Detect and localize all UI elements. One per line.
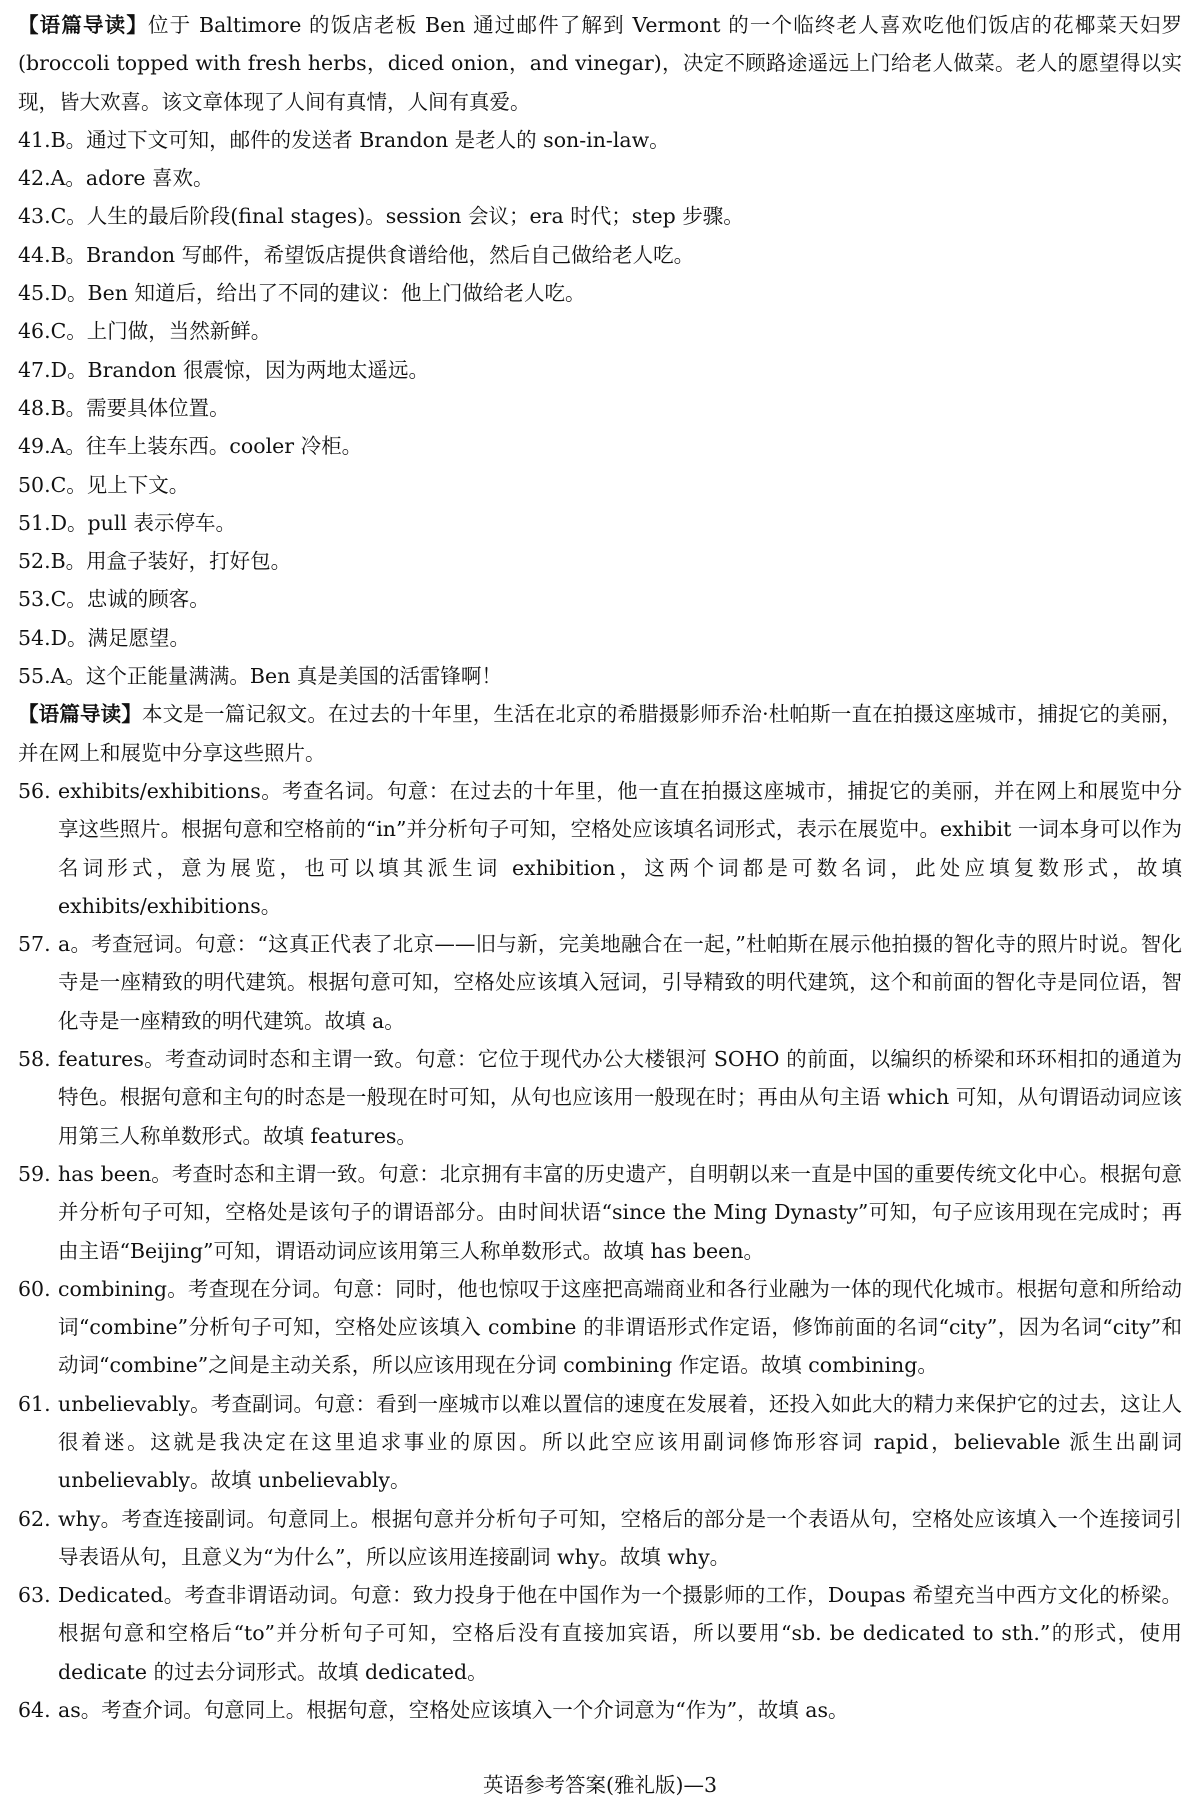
answer-text: B。需要具体位置。	[50, 395, 230, 420]
answer-number: 58.	[18, 1047, 51, 1072]
answer-text: C。忠诚的顾客。	[50, 587, 210, 612]
answer-list-short	[18, 121, 1182, 695]
answer-text: B。通过下文可知，邮件的发送者 Brandon 是老人的 son-in-law。	[50, 127, 670, 152]
answer-item	[18, 1040, 1182, 1155]
passage-intro-1	[18, 6, 1182, 121]
answer-text: D。满足愿望。	[50, 625, 191, 650]
answer-number: 51.	[18, 510, 51, 535]
answer-item	[18, 236, 1182, 274]
answer-text: features。考查动词时态和主谓一致。句意：它位于现代办公大楼银河 SOHO 的前面，以编织的桥梁和环环相扣的通道为特色。根据句意和主句的时态是一般现在时可知，从句也应该用一般现在时；再由从句主语 which 可知，从句谓语动词应该用第三人称单数形式。故填 features。	[58, 1047, 1182, 1148]
answer-item	[18, 312, 1182, 350]
answer-text: why。考查连接副词。句意同上。根据句意并分析句子可知，空格后的部分是一个表语从句，空格处应该填入一个连接词引导表语从句，且意义为“为什么”，所以应该用连接副词 why。故填 why。	[58, 1506, 1182, 1569]
answer-list-long	[18, 772, 1182, 1729]
answer-text: B。Brandon 写邮件，希望饭店提供食谱给他，然后自己做给老人吃。	[50, 242, 695, 267]
answer-number: 44.	[18, 242, 51, 267]
intro-lead-label: 【语篇导读】	[18, 702, 143, 727]
answer-text: C。见上下文。	[50, 472, 190, 497]
answer-text: C。人生的最后阶段(final stages)。session 会议；era 时代；step 步骤。	[50, 204, 744, 229]
answer-number: 60.	[18, 1276, 51, 1301]
answer-text: D。pull 表示停车。	[50, 510, 236, 535]
answer-item	[18, 925, 1182, 1040]
answer-number: 43.	[18, 204, 51, 229]
answer-item	[18, 121, 1182, 159]
answer-text: D。Ben 知道后，给出了不同的建议：他上门做给老人吃。	[50, 281, 586, 306]
answer-number: 41.	[18, 127, 51, 152]
answer-item	[18, 657, 1182, 695]
answer-text: A。这个正能量满满。Ben 真是美国的活雷锋啊！	[50, 664, 502, 689]
intro-text: 本文是一篇记叙文。在过去的十年里，生活在北京的希腊摄影师乔治·杜帕斯一直在拍摄这座城市，捕捉它的美丽，并在网上和展览中分享这些照片。	[18, 702, 1183, 765]
answer-text: has been。考查时态和主谓一致。句意：北京拥有丰富的历史遗产，自明朝以来一直是中国的重要传统文化中心。根据句意并分析句子可知，空格处是该句子的谓语部分。由时间状语“since the Ming Dynasty”可知，句子应该用现在完成时；再由主语“Beijing”可知，谓语动词应该用第三人称单数形式。故填 has been。	[58, 1161, 1182, 1263]
answer-item	[18, 159, 1182, 197]
intro-lead-label: 【语篇导读】	[18, 13, 148, 37]
answer-item	[18, 427, 1182, 465]
intro-text: 位于 Baltimore 的饭店老板 Ben 通过邮件了解到 Vermont 的一个临终老人喜欢吃他们饭店的花椰菜天妇罗(broccoli topped with fresh herbs，diced onion，and vinegar)，决定不顾路途遥远上门给老人做菜。老人的愿望得以实现，皆大欢喜。该文章体现了人间有真情，人间有真爱。	[18, 13, 1183, 114]
answer-number: 63.	[18, 1583, 51, 1608]
answer-text: A。往车上装东西。cooler 冷柜。	[50, 434, 363, 459]
answer-number: 56.	[18, 778, 51, 803]
answer-text: Dedicated。考查非谓语动词。句意：致力投身于他在中国作为一个摄影师的工作，Doupas 希望充当中西方文化的桥梁。根据句意和空格后“to”并分析句子可知，空格后没有直接加宾语，所以要用“sb. be dedicated to sth.”的形式，使用 dedicate 的过去分词形式。故填 dedicated。	[58, 1583, 1182, 1684]
answer-item	[18, 1270, 1182, 1385]
answer-text: D。Brandon 很震惊，因为两地太遥远。	[50, 357, 430, 382]
answer-item	[18, 351, 1182, 389]
answer-item	[18, 1576, 1182, 1691]
page-footer: 英语参考答案(雅礼版)—3	[482, 1773, 718, 1797]
answer-number: 45.	[18, 281, 51, 306]
answer-number: 49.	[18, 434, 51, 459]
answer-number: 42.	[18, 166, 51, 191]
answer-item	[18, 466, 1182, 504]
answer-document	[18, 6, 1182, 1729]
answer-text: B。用盒子装好，打好包。	[50, 549, 292, 574]
answer-item	[18, 1385, 1182, 1500]
answer-number: 46.	[18, 319, 51, 344]
answer-item	[18, 197, 1182, 235]
answer-number: 61.	[18, 1391, 51, 1416]
answer-text: combining。考查现在分词。句意：同时，他也惊叹于这座把高端商业和各行业融为一体的现代化城市。根据句意和所给动词“combine”分析句子可知，空格处应该填入 combine 的非谓语形式作定语，修饰前面的名词“city”，因为名词“city”和动词“combine”之间是主动关系，所以应该用现在分词 combining 作定语。故填 combining。	[58, 1276, 1182, 1378]
answer-item	[18, 580, 1182, 618]
answer-item	[18, 274, 1182, 312]
answer-number: 52.	[18, 549, 51, 574]
answer-item	[18, 504, 1182, 542]
answer-number: 55.	[18, 664, 51, 689]
answer-number: 64.	[18, 1698, 51, 1723]
answer-number: 47.	[18, 357, 51, 382]
answer-number: 53.	[18, 587, 51, 612]
answer-text: A。adore 喜欢。	[50, 166, 214, 191]
answer-number: 50.	[18, 472, 51, 497]
answer-text: unbelievably。考查副词。句意：看到一座城市以难以置信的速度在发展着，还投入如此大的精力来保护它的过去，这让人很着迷。这就是我决定在这里追求事业的原因。所以此空应该用副词修饰形容词 rapid，believable 派生出副词 unbelievably。故填 unbelievably。	[58, 1391, 1182, 1493]
answer-number: 62.	[18, 1506, 51, 1531]
answer-number: 54.	[18, 625, 51, 650]
answer-item	[18, 772, 1182, 925]
answer-number: 59.	[18, 1161, 51, 1186]
passage-intro-2	[18, 695, 1182, 772]
answer-number: 57.	[18, 932, 51, 957]
answer-item	[18, 1155, 1182, 1270]
answer-number: 48.	[18, 395, 51, 420]
answer-item	[18, 542, 1182, 580]
answer-text: a。考查冠词。句意：“这真正代表了北京——旧与新，完美地融合在一起，”杜帕斯在展示他拍摄的智化寺的照片时说。智化寺是一座精致的明代建筑。根据句意可知，空格处应该填入冠词，引导精致的明代建筑，这个和前面的智化寺是同位语，智化寺是一座精致的明代建筑。故填 a。	[58, 932, 1182, 1033]
answer-item	[18, 619, 1182, 657]
answer-item	[18, 389, 1182, 427]
answer-text: exhibits/exhibitions。考查名词。句意：在过去的十年里，他一直在拍摄这座城市，捕捉它的美丽，并在网上和展览中分享这些照片。根据句意和空格前的“in”并分析句子可知，空格处应该填名词形式，表示在展览中。exhibit 一词本身可以作为名词形式，意为展览，也可以填其派生词 exhibition，这两个词都是可数名词，此处应填复数形式，故填 exhibits/exhibitions。	[58, 778, 1182, 918]
answer-text: C。上门做，当然新鲜。	[50, 319, 272, 344]
answer-item	[18, 1691, 1182, 1729]
answer-item	[18, 1500, 1182, 1577]
answer-text: as。考查介词。句意同上。根据句意，空格处应该填入一个介词意为“作为”，故填 as。	[58, 1698, 849, 1723]
